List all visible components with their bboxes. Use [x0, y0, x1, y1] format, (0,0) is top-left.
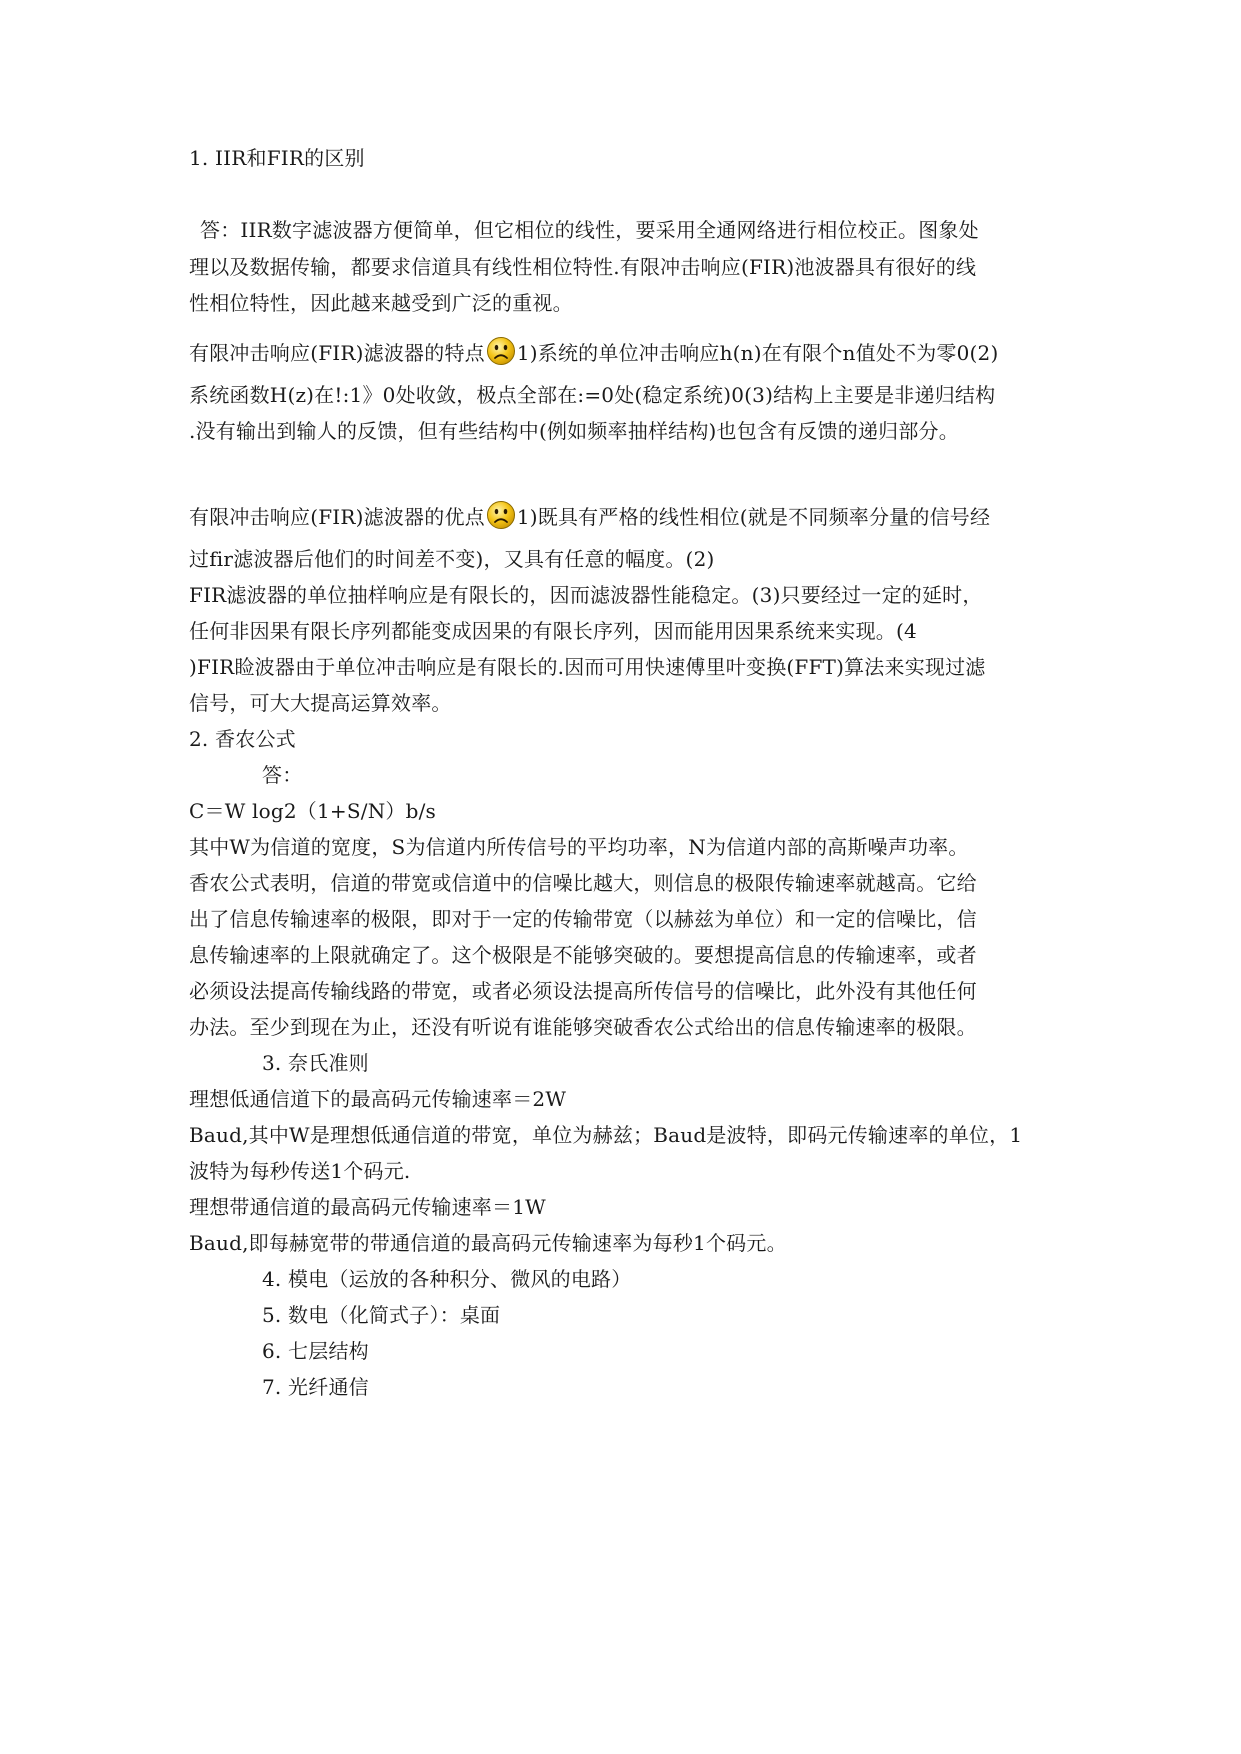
heading-iir-fir: 1. IIR和FIR的区别: [189, 146, 365, 170]
fir-advantages-text: 1)既具有严格的线性相位(就是不同频率分量的信号经: [516, 505, 991, 529]
paragraph-line: 答：IIR数字滤波器方便简单，但它相位的线性，要采用全通网络进行相位校正。图象处: [200, 218, 979, 242]
paragraph-line: 香农公式表明，信道的带宽或信道中的信噪比越大，则信息的极限传输速率就越高。它给: [189, 871, 977, 895]
paragraph-line: 息传输速率的上限就确定了。这个极限是不能够突破的。要想提高信息的传输速率，或者: [189, 943, 977, 967]
paragraph-line: )FIR睑波器由于单位冲击响应是有限长的.因而可用快速傅里叶变换(FFT)算法来实现过滤: [189, 655, 986, 679]
list-item-analog: 4. 模电（运放的各种积分、微风的电路）: [262, 1267, 632, 1291]
paragraph-line: 信号，可大大提高运算效率。: [189, 691, 452, 715]
paragraph-line: 出了信息传输速率的极限，即对于一定的传输带宽（以赫兹为单位）和一定的信噪比，信: [189, 907, 977, 931]
fir-features-text: 1)系统的单位冲击响应h(n)在有限个n值处不为零0(2): [516, 341, 999, 365]
sad-face-icon: [486, 336, 516, 366]
answer-label: 答：: [262, 763, 303, 787]
paragraph-line: 办法。至少到现在为止，还没有听说有谁能够突破香农公式给出的信息传输速率的极限。: [189, 1015, 977, 1039]
fir-advantages-label: 有限冲击响应(FIR)滤波器的优点: [189, 505, 485, 529]
paragraph-line: 波特为每秒传送1个码元.: [189, 1159, 411, 1183]
paragraph-line: 理想带通信道的最高码元传输速率＝1W: [189, 1195, 546, 1219]
paragraph-line: FIR滤波器的单位抽样响应是有限长的，因而滤波器性能稳定。(3)只要经过一定的延时，: [189, 583, 983, 607]
paragraph-line: Baud,其中W是理想低通信道的带宽，单位为赫兹；Baud是波特，即码元传输速率的单位，1: [189, 1123, 1023, 1147]
heading-shannon: 2. 香农公式: [189, 727, 296, 751]
paragraph-line: 过fir滤波器后他们的时间差不变)，又具有任意的幅度。(2): [189, 547, 715, 571]
list-item-fiber: 7. 光纤通信: [262, 1375, 369, 1399]
sad-face-icon: [486, 500, 516, 530]
fir-features-label: 有限冲击响应(FIR)滤波器的特点: [189, 341, 485, 365]
paragraph-line: [189, 500, 990, 530]
list-item-digital: 5. 数电（化简式子）：桌面: [262, 1303, 501, 1327]
paragraph-line: 理以及数据传输，都要求信道具有线性相位特性.有限冲击响应(FIR)池波器具有很好的线: [189, 255, 977, 279]
list-item-osi: 6. 七层结构: [262, 1339, 369, 1363]
paragraph-line: 理想低通信道下的最高码元传输速率＝2W: [189, 1087, 567, 1111]
paragraph-line: Baud,即每赫宽带的带通信道的最高码元传输速率为每秒1个码元。: [189, 1231, 787, 1255]
paragraph-line: 任何非因果有限长序列都能变成因果的有限长序列，因而能用因果系统来实现。(4: [189, 619, 917, 643]
paragraph-line: [189, 336, 998, 366]
formula-shannon: C＝W log2（1+S/N）b/s: [189, 799, 437, 823]
paragraph-line: 其中W为信道的宽度，S为信道内所传信号的平均功率，N为信道内部的高斯噪声功率。: [189, 835, 969, 859]
paragraph-line: .没有输出到输人的反馈，但有些结构中(例如频率抽样结构)也包含有反馈的递归部分。: [189, 419, 959, 443]
paragraph-line: 系统函数H(z)在!:1》0处收敛，极点全部在:=0处(稳定系统)0(3)结构上主要是非递归结构: [189, 383, 996, 407]
heading-nyquist: 3. 奈氏准则: [262, 1051, 369, 1075]
paragraph-line: 必须设法提高传输线路的带宽，或者必须设法提高所传信号的信噪比，此外没有其他任何: [189, 979, 977, 1003]
paragraph-line: 性相位特性，因此越来越受到广泛的重视。: [189, 291, 573, 315]
